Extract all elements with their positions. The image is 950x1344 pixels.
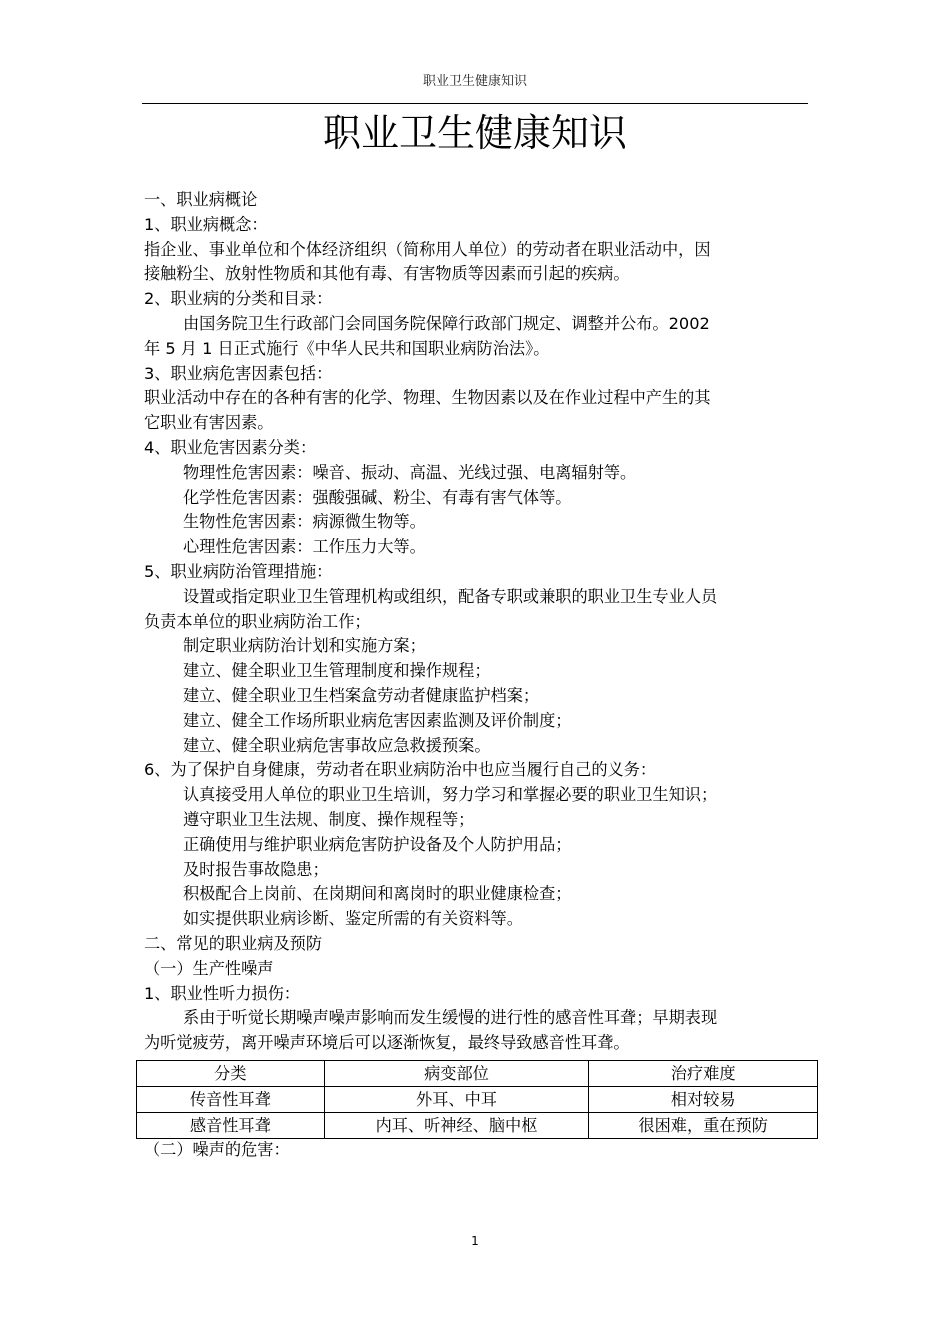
document-title: 职业卫生健康知识 <box>322 111 627 155</box>
list-item: 生物性危害因素：病源微生物等。 <box>183 512 426 532</box>
subsection-heading: 4、职业危害因素分类： <box>144 437 317 457</box>
running-header: 职业卫生健康知识 <box>422 74 527 89</box>
subsection-heading: （二）噪声的危害： <box>144 1140 290 1159</box>
header-divider <box>142 103 808 104</box>
table-cell: 感音性耳聋 <box>137 1113 325 1139</box>
table-cell: 很困难，重在预防 <box>589 1113 818 1139</box>
list-item: 设置或指定职业卫生管理机构或组织，配备专职或兼职的职业卫生专业人员 <box>183 586 718 606</box>
list-item: 建立、健全职业卫生管理制度和操作规程； <box>183 661 491 681</box>
list-item: 心理性危害因素：工作压力大等。 <box>183 537 426 557</box>
list-item: 建立、健全工作场所职业病危害因素监测及评价制度； <box>183 710 572 730</box>
table-row <box>137 1113 818 1139</box>
table-cell: 传音性耳聋 <box>137 1087 325 1113</box>
list-item: 遵守职业卫生法规、制度、操作规程等； <box>183 809 475 829</box>
subsection-heading: 5、职业病防治管理措施： <box>144 561 333 581</box>
document-body <box>144 188 812 1056</box>
list-item: 如实提供职业病诊断、鉴定所需的有关资料等。 <box>183 909 523 929</box>
list-item: 物理性危害因素：噪音、振动、高温、光线过强、电离辐射等。 <box>183 462 637 482</box>
subsection-heading: 1、职业病概念： <box>144 214 268 234</box>
paragraph-line: 负责本单位的职业病防治工作； <box>144 611 371 631</box>
paragraph-line: 接触粉尘、放射性物质和其他有毒、有害物质等因素而引起的疾病。 <box>144 264 630 284</box>
paragraph-line: 系由于听觉长期噪声噪声影响而发生缓慢的进行性的感音性耳聋；早期表现 <box>183 1008 718 1028</box>
subsection-heading: （一）生产性噪声 <box>144 958 274 978</box>
table-header-row <box>137 1061 818 1087</box>
page-number: 1 <box>471 1234 479 1248</box>
paragraph-line: 为听觉疲劳，离开噪声环境后可以逐渐恢复，最终导致感音性耳聋。 <box>144 1033 630 1053</box>
list-item: 积极配合上岗前、在岗期间和离岗时的职业健康检查； <box>183 884 572 904</box>
table-cell: 外耳、中耳 <box>324 1087 589 1113</box>
table-header-cell: 病变部位 <box>324 1061 589 1087</box>
list-item: 正确使用与维护职业病危害防护设备及个人防护用品； <box>183 834 572 854</box>
paragraph-line: 指企业、事业单位和个体经济组织（简称用人单位）的劳动者在职业活动中，因 <box>144 239 711 259</box>
subsection-heading: 3、职业病危害因素包括： <box>144 363 333 383</box>
table-row <box>137 1087 818 1113</box>
list-item: 建立、健全职业卫生档案盒劳动者健康监护档案； <box>183 685 540 705</box>
table-cell: 内耳、听神经、脑中枢 <box>324 1113 589 1139</box>
hearing-loss-table <box>136 1060 818 1139</box>
section-heading: 一、职业病概论 <box>144 190 258 209</box>
list-item: 制定职业病防治计划和实施方案； <box>183 636 426 656</box>
list-item: 认真接受用人单位的职业卫生培训，努力学习和掌握必要的职业卫生知识； <box>183 785 718 805</box>
subsection-heading: 1、职业性听力损伤： <box>144 983 300 1003</box>
paragraph-line: 它职业有害因素。 <box>144 413 274 433</box>
paragraph-line: 职业活动中存在的各种有害的化学、物理、生物因素以及在作业过程中产生的其 <box>144 388 711 408</box>
table-cell: 相对较易 <box>589 1087 818 1113</box>
paragraph-line: 年 5 月 1 日正式施行《中华人民共和国职业病防治法》。 <box>144 338 550 358</box>
list-item: 建立、健全职业病危害事故应急救援预案。 <box>183 735 491 755</box>
table-header-cell: 分类 <box>137 1061 325 1087</box>
paragraph-line: 由国务院卫生行政部门会同国务院保障行政部门规定、调整并公布。2002 <box>183 313 710 333</box>
subsection-heading: 2、职业病的分类和目录： <box>144 289 333 309</box>
section-heading: 二、常见的职业病及预防 <box>144 933 323 953</box>
list-item: 化学性危害因素：强酸强碱、粉尘、有毒有害气体等。 <box>183 487 572 507</box>
table-header-cell: 治疗难度 <box>589 1061 818 1087</box>
subsection-heading: 6、为了保护自身健康，劳动者在职业病防治中也应当履行自己的义务： <box>144 760 657 780</box>
list-item: 及时报告事故隐患； <box>183 859 329 879</box>
